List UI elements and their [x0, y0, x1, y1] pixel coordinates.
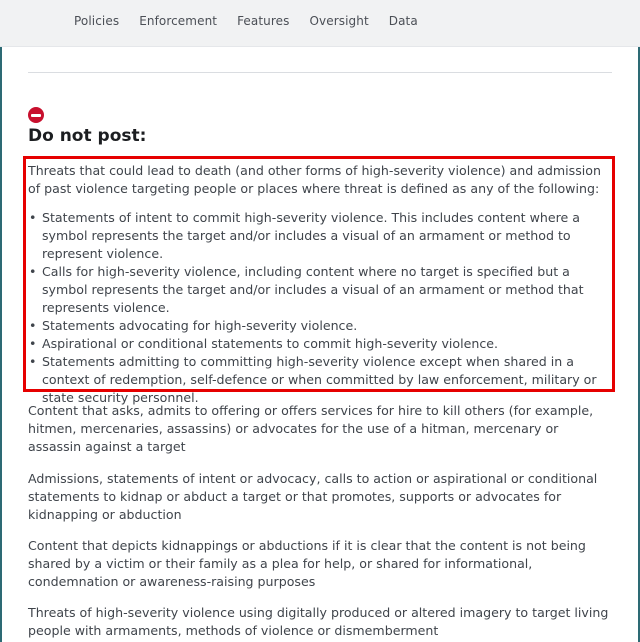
section-heading: Do not post:	[28, 126, 147, 146]
nav-item-data[interactable]: Data	[388, 14, 418, 28]
nav-item-features[interactable]: Features	[237, 14, 290, 28]
no-entry-icon	[28, 107, 44, 123]
policy-paragraph: Admissions, statements of intent or advocacy, calls to action or aspirational or conditional statements to kidnap or abduct a target or that promotes, supports or advocates for kidnapping or abduction	[28, 471, 598, 522]
nav-list	[74, 14, 438, 28]
nav-item-oversight[interactable]: Oversight	[309, 14, 369, 28]
threat-definition-list	[28, 209, 612, 407]
policy-paragraph: Threats of high-severity violence using digitally produced or altered imagery to target living people with armaments, methods of violence or dismemberment	[28, 605, 609, 638]
policy-paragraph: Content that asks, admits to offering or offers services for hire to kill others (for example, hitmen, mercenaries, assassins) or advocates for the use of a hitman, mercenary or assassin against a target	[28, 403, 594, 454]
list-item: • Statements advocating for high-severity violence.	[28, 317, 612, 335]
list-item: • Calls for high-severity violence, including content where no target is specified but a symbol represents the target and/or includes a visual of an armament or method that represents violence.	[28, 263, 612, 317]
intro-paragraph: Threats that could lead to death (and other forms of high-severity violence) and admission of past violence targeting people or places where threat is defined as any of the following:	[28, 163, 601, 196]
section-divider	[28, 72, 612, 73]
top-navigation	[0, 0, 640, 47]
nav-item-enforcement[interactable]: Enforcement	[139, 14, 218, 28]
list-item: • Aspirational or conditional statements to commit high-severity violence.	[28, 335, 612, 353]
list-item: • Statements admitting to committing high-severity violence except when shared in a context of redemption, self-defence or when committed by law enforcement, military or state security personnel.	[28, 353, 612, 407]
policy-paragraph: Content that depicts kidnappings or abductions if it is clear that the content is not being shared by a victim or their family as a plea for help, or shared for informational, condemnation or awareness-raising purposes	[28, 538, 586, 589]
list-item: • Statements of intent to commit high-severity violence. This includes content where a symbol represents the target and/or includes a visual of an armament or method to represent violence.	[28, 209, 612, 263]
nav-item-policies[interactable]: Policies	[74, 14, 120, 28]
